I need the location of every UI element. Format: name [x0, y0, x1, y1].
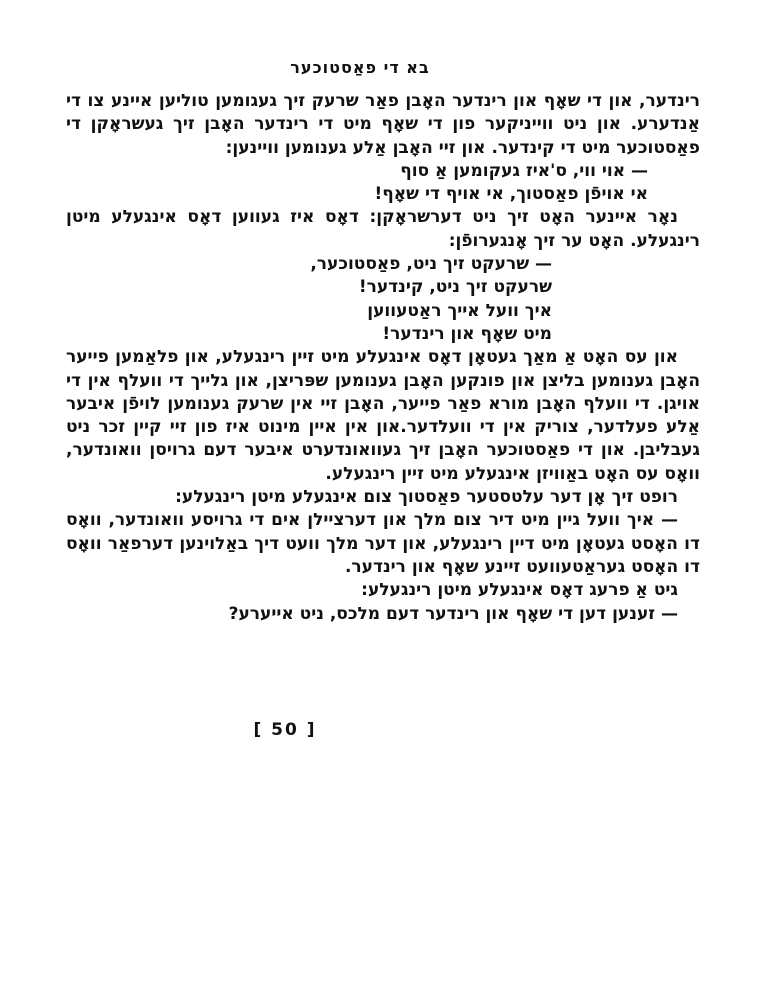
paragraph: רופט זיך אָן דער עלטסטער פאַסטוך צום אינגעלע מיטן רינגעלע:: [175, 487, 678, 508]
page-body: [66, 90, 700, 626]
paragraph: — זענען דען די שאָף און רינדער דעם מלכס, ניט אייערע?: [228, 603, 678, 624]
paragraph: רינדער, און די שאָף און רינדער האָבן פאַר שרעק זיך געגומען טוליען איינע צו די אַנדערע. און ניט ווייניקער פון די שאָף מיט די רינדער האָבן זיך געשראָקן די פאַסטוכער מיט די קינדער. און זיי האָבן אַלע גענומען וויינען:: [66, 91, 700, 158]
paragraph: — איך וועל גיין מיט דיר צום מלך און דערציילן אים די גרויסע וואונדער, וואָס דו האָסט געטאָן מיט דיין רינגעלע, און דער מלך וועט דיך באַלוינען דערפאַר וואָס דו האָסט געראַטעוועט זיינע שאָף און רינדער.: [66, 510, 700, 577]
verse-line: — שרעקט זיך ניט, פאַסטוכער,: [310, 254, 552, 275]
page-number: [ 50 ]: [253, 720, 317, 740]
running-head: בא די פאַסטוכער: [290, 58, 430, 77]
paragraph: גיט אַ פרעג דאָס אינגעלע מיטן רינגעלע:: [361, 580, 678, 601]
verse-line: מיט שאָף און רינדער!: [382, 323, 552, 344]
paragraph: און עס האָט אַ מאַך געטאָן דאָס אינגעלע מיט זיין רינגעלע, און פלאַמען פייער האָבן גענומען בליצן און פונקען האָבן גענומען שפּריצן, און גלייך די וועלף אין די אויגן. די וועלף האָבן מורא פאַר פייער, האָבן זיי אין שרעק גענומען לויפֿן איבער אַלע פעלדער, צוריק אין די וועלדער.און אין איין מינוט איז פון זיי קיין זכר ניט געבליבן. און די פאַסטוכער האָבן זיך געוואונדערט איבער דעם גרויסן וואונדער, וואָס עס האָט באַוויזן אינגעלע מיט זיין רינגעלע.: [66, 347, 700, 484]
verse-line: איך וועל אייך ראַטעווען: [367, 300, 552, 321]
paragraph: נאָר איינער האָט זיך ניט דערשראָקן: דאָס איז געווען דאָס אינגעלע מיטן רינגעלע. האָט ער זיך אָנגערופֿן:: [66, 207, 700, 251]
verse-line: שרעקט זיך ניט, קינדער!: [358, 277, 552, 298]
verse-line: — אוי ווי, ס'איז געקומען אַ סוף: [400, 160, 648, 181]
verse-line: אי אויפֿן פאַסטוך, אי אויף די שאָף!: [374, 184, 648, 205]
